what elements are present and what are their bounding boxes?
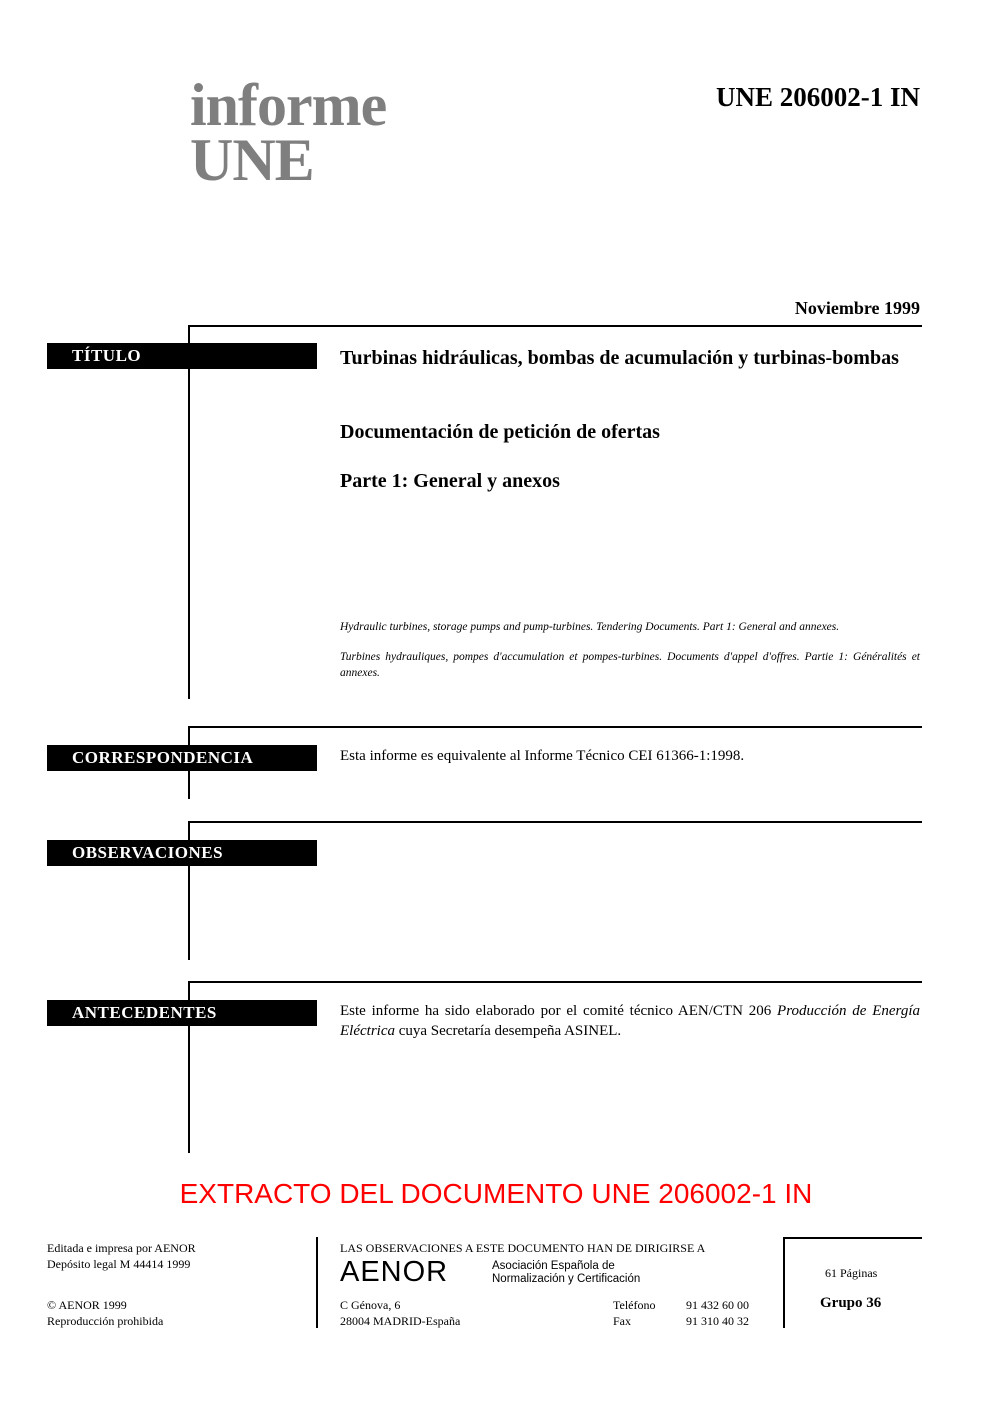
aenor-address [340,1297,460,1329]
observaciones-top-rule [188,821,922,823]
french-title: Turbines hydrauliques, pompes d'accumulation et pompes-turbines. Documents d'appel d'offres. Partie 1: Généralités et annexes. [340,651,920,679]
fax-number: 91 310 40 32 [686,1314,749,1328]
brand-line-informe: informe [190,72,387,138]
edited-by: Editada e impresa por AENOR [47,1241,196,1255]
footer-edition-info [47,1240,196,1272]
price-group: Grupo 36 [820,1295,882,1311]
antecedentes-label: ANTECEDENTES [47,1000,317,1026]
reproduction-notice: Reproducción prohibida [47,1314,164,1328]
publication-date: Noviembre 1999 [794,298,920,318]
pages-box-top-rule [783,1237,922,1239]
antecedentes-top-rule [188,981,922,983]
correspondencia-text: Esta informe es equivalente al Informe Técnico CEI 61366-1:1998. [340,748,745,764]
antecedentes-committee-name: Producción de Energía Eléctrica [340,1003,920,1039]
address-street: C Génova, 6 [340,1298,401,1312]
aenor-association-name [492,1260,640,1286]
correspondencia-label: CORRESPONDENCIA [47,745,317,771]
fax-label: Fax [613,1314,631,1328]
phone-label: Teléfono [613,1298,656,1312]
phone-number: 91 432 60 00 [686,1298,749,1312]
document-title: Turbinas hidráulicas, bombas de acumulación y turbinas-bombas [340,347,899,369]
association-line-1: Asociación Española de [492,1260,615,1272]
correspondencia-top-rule [188,726,922,728]
observations-notice: LAS OBSERVACIONES A ESTE DOCUMENTO HAN DE DIRIGIRSE A [340,1241,706,1255]
footer-divider [316,1237,318,1328]
titulo-label: TÍTULO [47,343,317,369]
brand-line-une: UNE [190,127,314,193]
titulo-vertical-rule [188,325,190,699]
english-title: Hydraulic turbines, storage pumps and pump-turbines. Tendering Documents. Part 1: General and annexes. [340,621,840,633]
footer-copyright-info [47,1297,163,1329]
page-count: 61 Páginas [825,1266,878,1280]
document-part: Parte 1: General y anexos [340,470,560,492]
copyright: © AENOR 1999 [47,1298,127,1312]
document-subtitle: Documentación de petición de ofertas [340,421,660,443]
legal-deposit: Depósito legal M 44414 1999 [47,1257,191,1271]
document-number: UNE 206002-1 IN [715,82,920,112]
extract-notice: EXTRACTO DEL DOCUMENTO UNE 206002-1 IN [179,1178,813,1209]
antecedentes-text-end: cuya Secretaría desempeña ASINEL. [394,1023,622,1039]
pages-box-vertical-rule [783,1237,785,1328]
contact-numbers [686,1297,749,1329]
address-city: 28004 MADRID-España [340,1314,461,1328]
antecedentes-text [340,1001,920,1041]
titulo-top-rule [188,325,922,327]
association-line-2: Normalización y Certificación [492,1273,641,1285]
brand-logo [190,72,387,193]
observaciones-label: OBSERVACIONES [47,840,317,866]
contact-labels [613,1297,655,1329]
antecedentes-text-start: Este informe ha sido elaborado por el comité técnico AEN/CTN 206 [340,1003,778,1019]
aenor-logo: AENOR [340,1256,449,1288]
